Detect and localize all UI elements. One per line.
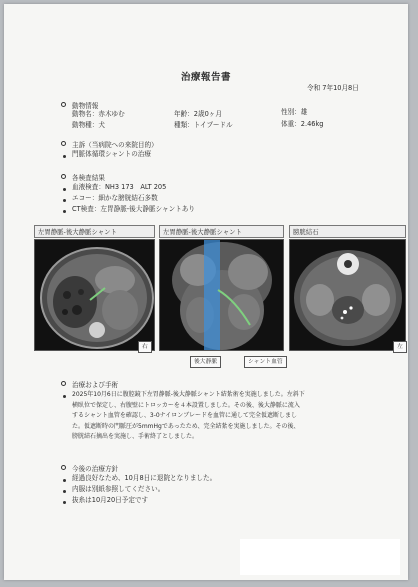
panel1-tag: 右: [138, 341, 152, 353]
animal-age: 年齢：2歳0ヶ月: [174, 110, 222, 118]
exam-item: エコー：細かな膀胱結石多数: [72, 194, 158, 202]
bullet-icon: [63, 395, 66, 398]
gear-icon: [61, 141, 66, 146]
bullet-icon: [63, 501, 66, 504]
plan-item: 経過良好なため、10月8日に退院となりました。: [72, 474, 217, 482]
bullet-icon: [63, 188, 66, 191]
ct-image-left: [34, 239, 155, 351]
animal-species: 動物種：犬: [72, 121, 105, 129]
animal-breed: 種類：トイプードル: [174, 121, 233, 129]
exam-item: 血液検査：NH3 173 ALT 205: [72, 183, 167, 191]
surgery-line: 2025年10月6日に腹腔鏡下左胃静脈-後大静脈シャント結紮術を実施しました。左斜下: [72, 391, 305, 398]
panel1-title: 左胃静脈-後大静脈シャント: [34, 225, 155, 238]
gear-icon: [61, 174, 66, 179]
bullet-icon: [63, 490, 66, 493]
surgery-text: [72, 390, 407, 443]
panel3-title: 膀胱結石: [289, 225, 406, 238]
surgery-line: 膀胱結石摘出を実施し、手術終了としました。: [72, 433, 199, 440]
panel2-tag-vena-cava: 後大静脈: [190, 356, 221, 368]
bullet-icon: [63, 155, 66, 158]
panel2-title: 左胃静脈-後大静脈シャント: [159, 225, 284, 238]
animal-name: 動物名：赤木ゆむ: [72, 110, 125, 118]
bullet-icon: [63, 199, 66, 202]
plan-heading: 今後の治療方針: [72, 465, 119, 473]
bullet-icon: [63, 479, 66, 482]
redaction-box: [240, 539, 400, 575]
surgery-heading: 治療および手術: [72, 381, 119, 389]
panel2-tag-shunt: シャント血管: [244, 356, 287, 368]
complaint-heading: 主訴（当病院への来院目的）: [72, 141, 158, 149]
report-title: 治療報告書: [181, 72, 232, 83]
complaint-item: 門脈体循環シャントの治療: [72, 150, 151, 158]
plan-item: 抜糸は10月20日予定です: [72, 496, 149, 504]
ct-image-right: [289, 239, 406, 351]
surgery-line: するシャント血管を確認し、3-0ナイロンブレードを血管に通して完全仮遮断しまし: [72, 412, 298, 419]
panel3-tag: 左: [393, 341, 407, 353]
animal-weight: 体重：2.46kg: [281, 120, 324, 128]
gear-icon: [61, 102, 66, 107]
surgery-line: た。仮遮断時の門脈圧が5mmHgであったため、完全結紮を実施しました。その後、: [72, 422, 300, 430]
surgery-line: 横臥位で保定し、右腹壁にトロッカーを４本設置しました。その後、後大静脈に流入: [72, 401, 300, 409]
gear-icon: [61, 465, 66, 470]
exams-heading: 各検査結果: [72, 174, 105, 182]
ct-image-center: [159, 239, 284, 351]
animal-sex: 性別：雄: [281, 108, 308, 116]
plan-item: 内服は別紙参照してください。: [72, 485, 165, 493]
animal-info-heading: 動物情報: [72, 102, 99, 110]
report-date: 令和 7年10月8日: [307, 84, 359, 92]
gear-icon: [61, 381, 66, 386]
exam-item: CT検査：左胃静脈-後大静脈シャントあり: [72, 205, 195, 213]
report-page: [4, 4, 408, 580]
bullet-icon: [63, 210, 66, 213]
